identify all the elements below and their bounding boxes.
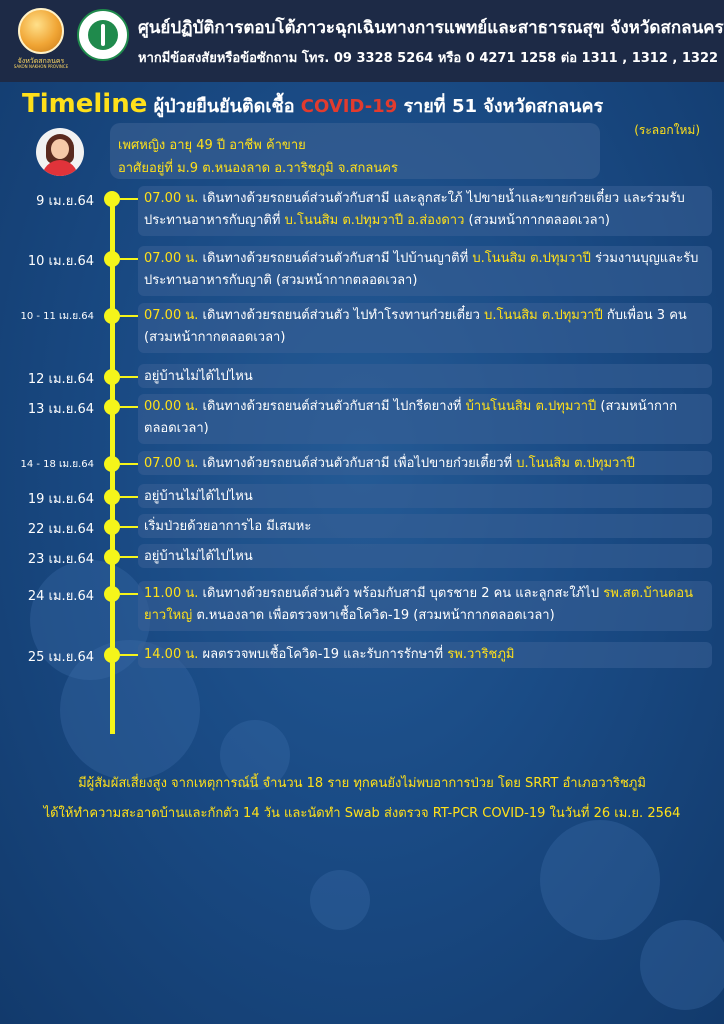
timeline-date: 14 - 18 เม.ย.64 — [20, 459, 94, 470]
event-place: บ.โนนสิม ต.ปทุมวาปี — [472, 251, 591, 266]
timeline-dot-icon — [104, 369, 120, 385]
timeline-event — [138, 364, 712, 388]
timeline-date: 25 เม.ย.64 — [27, 650, 94, 665]
headline-covid: COVID-19 — [300, 96, 398, 117]
timeline-date: 9 เม.ย.64 — [36, 194, 94, 209]
ministry-health-icon — [88, 20, 118, 50]
timeline-connector — [120, 654, 138, 656]
timeline-connector — [120, 526, 138, 528]
timeline-connector — [120, 496, 138, 498]
virus-decoration — [310, 870, 370, 930]
virus-decoration — [540, 820, 660, 940]
timeline-dot-icon — [104, 519, 120, 535]
timeline-connector — [120, 198, 138, 200]
province-seal-caption: จังหวัดสกลนคร — [17, 57, 65, 65]
event-note: ต.หนองลาด เพื่อตรวจหาเชื้อโควิด-19 (สวมหน้ากากตลอดเวลา) — [192, 608, 555, 623]
timeline-date: 13 เม.ย.64 — [27, 402, 94, 417]
event-text: เดินทางด้วยรถยนต์ส่วนตัวกับสามี ไปกรีดยางที่ — [198, 399, 466, 414]
patient-avatar-icon — [36, 128, 84, 176]
patient-profile: เพศหญิง อายุ 49 ปี อาชีพ ค้าขาย — [118, 138, 306, 153]
timeline-date: 10 - 11 เม.ย.64 — [20, 311, 94, 322]
event-time: 00.00 น. — [144, 399, 199, 414]
timeline-connector — [120, 556, 138, 558]
event-note: ร่วมงานบุญและรับประทานอาหารกับญาติ (สวมหน้ากากตลอดเวลา) — [144, 251, 699, 288]
headline-timeline: Timeline — [22, 89, 148, 119]
event-time: 07.00 น. — [144, 308, 199, 323]
timeline-event — [138, 246, 712, 296]
event-place: บ.โนนสิม ต.ปทุมวาปี อ.ส่องดาว — [284, 213, 465, 228]
timeline-connector — [120, 376, 138, 378]
timeline-dot-icon — [104, 251, 120, 267]
event-text: อยู่บ้านไม่ได้ไปไหน — [144, 369, 253, 384]
patient-address: อาศัยอยู่ที่ ม.9 ต.หนองลาด อ.วาริชภูมิ จ.สกลนคร — [118, 161, 398, 176]
timeline-connector — [120, 406, 138, 408]
timeline-dot-icon — [104, 191, 120, 207]
event-note: (สวมหน้ากากตลอดเวลา) — [144, 399, 678, 436]
event-place: รพ.วาริชภูมิ — [447, 647, 515, 662]
timeline-event — [138, 514, 712, 538]
province-seal-subcaption: SAKON NAKHON PROVINCE — [13, 64, 69, 69]
event-text: อยู่บ้านไม่ได้ไปไหน — [144, 549, 253, 564]
timeline-dot-icon — [104, 647, 120, 663]
event-time: 07.00 น. — [144, 191, 199, 206]
virus-decoration — [640, 920, 724, 1010]
timeline-event — [138, 451, 712, 475]
timeline-dot-icon — [104, 456, 120, 472]
timeline-date: 22 เม.ย.64 — [27, 522, 94, 537]
event-note: กับเพื่อน 3 คน (สวมหน้ากากตลอดเวลา) — [144, 308, 687, 345]
timeline-event — [138, 484, 712, 508]
page-headline — [22, 89, 702, 120]
contact-info: หากมีข้อสงสัยหรือข้อซักถาม โทร. 09 3328 5264 หรือ 0 4271 1258 ต่อ 1311 , 1312 , 1322 — [138, 51, 719, 66]
event-text: ผลตรวจพบเชื้อโควิด-19 และรับการรักษาที่ — [198, 647, 448, 662]
event-text: เดินทางด้วยรถยนต์ส่วนตัวกับสามี ไปบ้านญาติที่ — [198, 251, 473, 266]
timeline-dot-icon — [104, 308, 120, 324]
footer-contacts-note: มีผู้สัมผัสเสี่ยงสูง จากเหตุการณ์นี้ จำนวน 18 ราย ทุกคนยังไม่พบอาการป่วย โดย SRRT อำเภอวาริชภูมิ — [78, 776, 646, 791]
timeline-event — [138, 394, 712, 444]
footer-actions-note: ได้ให้ทำความสะอาดบ้านและกักตัว 14 วัน และนัดทำ Swab ส่งตรวจ RT-PCR COVID-19 ในวันที่ 26 เม.ย. 2564 — [43, 806, 681, 821]
timeline-dot-icon — [104, 549, 120, 565]
event-text: เดินทางด้วยรถยนต์ส่วนตัว ไปทำโรงทานก๋วยเตี๋ยว — [198, 308, 485, 323]
timeline-connector — [120, 258, 138, 260]
timeline-event — [138, 544, 712, 568]
timeline-event — [138, 642, 712, 668]
wave-label: (ระลอกใหม่) — [634, 123, 700, 137]
province-seal-logo — [12, 8, 70, 70]
timeline-connector — [120, 463, 138, 465]
timeline-dot-icon — [104, 586, 120, 602]
headline-part2: รายที่ 51 จังหวัดสกลนคร — [397, 96, 604, 117]
timeline-dot-icon — [104, 489, 120, 505]
timeline-date: 19 เม.ย.64 — [27, 492, 94, 507]
event-text: เริ่มป่วยด้วยอาการไอ มีเสมหะ — [144, 519, 312, 534]
timeline-dot-icon — [104, 399, 120, 415]
event-note: (สวมหน้ากากตลอดเวลา) — [464, 213, 610, 228]
event-place: บ.โนนสิม ต.ปทุมวาปี — [484, 308, 603, 323]
province-seal-icon — [18, 8, 64, 54]
header-banner — [0, 0, 724, 82]
timeline-date: 12 เม.ย.64 — [27, 372, 94, 387]
event-text: เดินทางด้วยรถยนต์ส่วนตัว พร้อมกับสามี บุตรชาย 2 คน และลูกสะใภ้ไป — [198, 586, 604, 601]
timeline-connector — [120, 593, 138, 595]
event-text: เดินทางด้วยรถยนต์ส่วนตัวกับสามี และลูกสะใภ้ ไปขายน้ำและขายก๋วยเตี๋ยว และร่วมรับประทานอาหารกับญาติที่ — [144, 191, 685, 228]
timeline-event — [138, 186, 712, 236]
timeline-date: 24 เม.ย.64 — [27, 589, 94, 604]
event-text: อยู่บ้านไม่ได้ไปไหน — [144, 489, 253, 504]
event-time: 14.00 น. — [144, 647, 199, 662]
timeline-date: 10 เม.ย.64 — [27, 254, 94, 269]
event-time: 11.00 น. — [144, 586, 199, 601]
timeline-date: 23 เม.ย.64 — [27, 552, 94, 567]
timeline-event — [138, 581, 712, 631]
event-place: บ.โนนสิม ต.ปทุมวาปี — [516, 456, 635, 471]
event-time: 07.00 น. — [144, 251, 199, 266]
event-place: รพ.สต.บ้านดอนยาวใหญ่ — [144, 586, 694, 623]
event-time: 07.00 น. — [144, 456, 199, 471]
headline-part1: ผู้ป่วยยืนยันติดเชื้อ — [147, 96, 301, 117]
event-place: บ้านโนนสิม ต.ปทุมวาปี — [465, 399, 597, 414]
center-title: ศูนย์ปฏิบัติการตอบโต้ภาวะฉุกเฉินทางการแพทย์และสาธารณสุข จังหวัดสกลนคร — [138, 18, 724, 38]
timeline-connector — [120, 315, 138, 317]
ministry-health-logo — [77, 9, 129, 61]
event-text: เดินทางด้วยรถยนต์ส่วนตัวกับสามี เพื่อไปขายก๋วยเตี๋ยวที่ — [198, 456, 517, 471]
timeline-event — [138, 303, 712, 353]
